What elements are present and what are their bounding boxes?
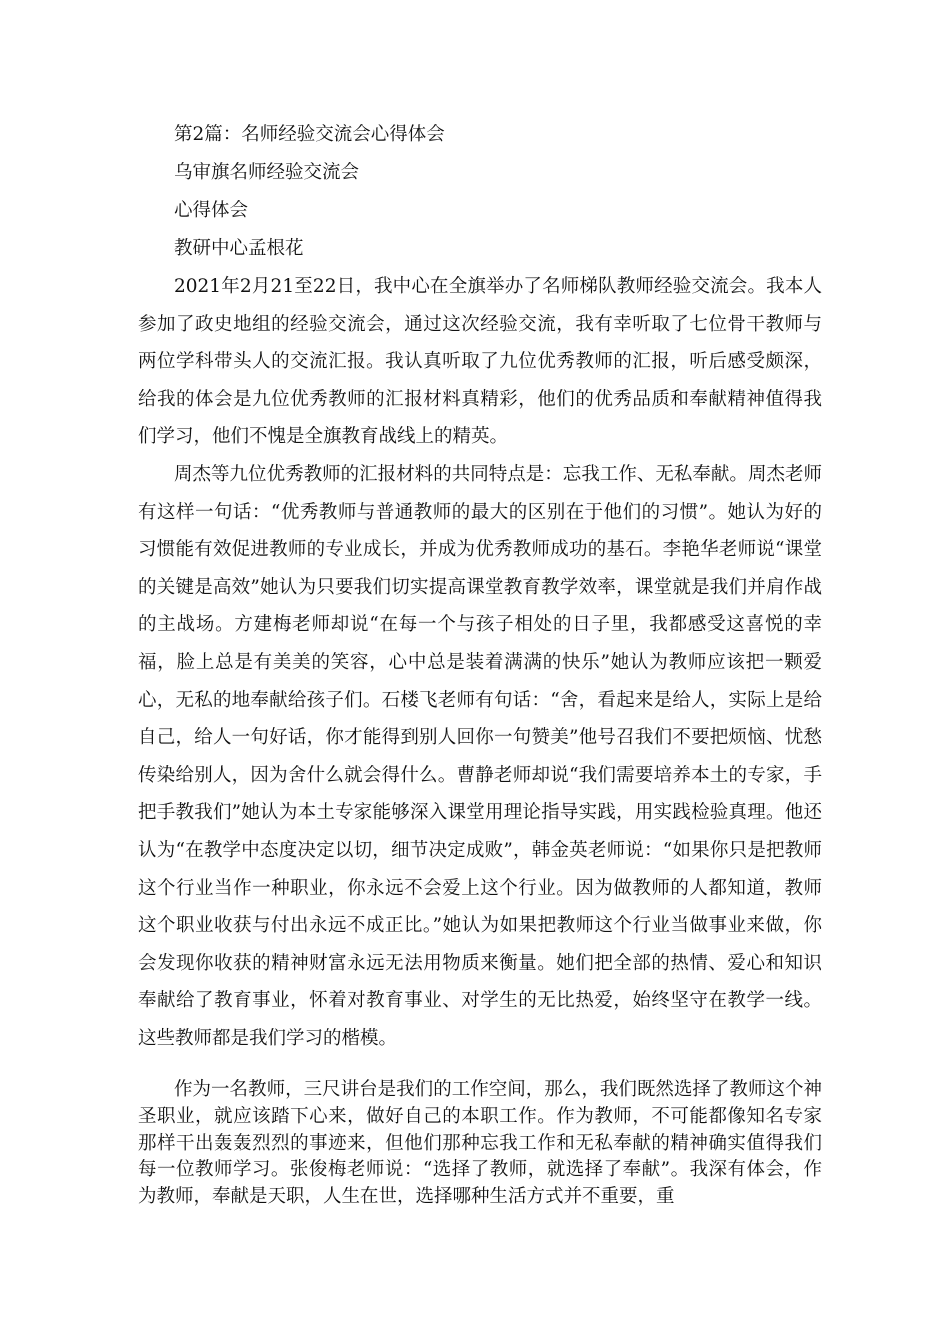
title-block xyxy=(138,116,822,268)
paragraph-intro: 2021年2月21至22日，我中心在全旗举办了名师梯队教师经验交流会。我本人参加了政史地组的经验交流会，通过这次经验交流，我有幸听取了七位骨干教师与两位学科带头人的交流汇报。我认真听取了九位优秀教师的汇报，听后感受颇深，给我的体会是九位优秀教师的汇报材料真精彩，他们的优秀品质和奉献精神值得我们学习，他们不愧是全旗教育战线上的精英。 xyxy=(138,276,822,448)
paragraph-reflection: 作为一名教师，三尺讲台是我们的工作空间，那么，我们既然选择了教师这个神圣职业，就应该踏下心来，做好自己的本职工作。作为教师，不可能都像知名专家那样干出轰轰烈烈的事迹来，但他们那种忘我工作和无私奉献的精神确实值得我们每一位教师学习。张俊梅老师说：“选择了教师，就选择了奉献”。我深有体会，作为教师，奉献是天职，人生在世，选择哪种生活方式并不重要，重 xyxy=(138,1079,822,1207)
author-line: 教研中心孟根花 xyxy=(174,238,304,259)
document-type: 心得体会 xyxy=(174,200,249,221)
paragraph-teachers: 周杰等九位优秀教师的汇报材料的共同特点是：忘我工作、无私奉献。周杰老师有这样一句话：“优秀教师与普通教师的最大的区别在于他们的习惯”。她认为好的习惯能有效促进教师的专业成长，并成为优秀教师成功的基石。李艳华老师说“课堂的关键是高效”她认为只要我们切实提高课堂教育教学效率，课堂就是我们并肩作战的主战场。方建梅老师却说“在每一个与孩子相处的日子里，我都感受这喜悦的幸福，脸上总是有美美的笑容，心中总是装着满满的快乐”她认为教师应该把一颗爱心，无私的地奉献给孩子们。石楼飞老师有句话：“舍，看起来是给人，实际上是给自己，给人一句好话，你才能得到别人回你一句赞美”他号召我们不要把烦恼、忧愁传染给别人，因为舍什么就会得什么。曹静老师却说“我们需要培养本土的专家，手把手教我们”她认为本土专家能够深入课堂用理论指导实践，用实践检验真理。他还认为“在教学中态度决定以切，细节决定成败”，韩金英老师说：“如果你只是把教师这个行业当作一种职业，你永远不会爱上这个行业。因为做教师的人都知道，教师这个职业收获与付出永远不成正比。”她认为如果把教师这个行业当做事业来做，你会发现你收获的精神财富永远无法用物质来衡量。她们把全部的热情、爱心和知识奉献给了教育事业，怀着对教育事业、对学生的无比热爱，始终坚守在教学一线。这些教师都是我们学习的楷模。 xyxy=(138,463,822,1049)
article-title: 第2篇：名师经验交流会心得体会 xyxy=(174,124,445,145)
event-name: 乌审旗名师经验交流会 xyxy=(174,162,360,183)
